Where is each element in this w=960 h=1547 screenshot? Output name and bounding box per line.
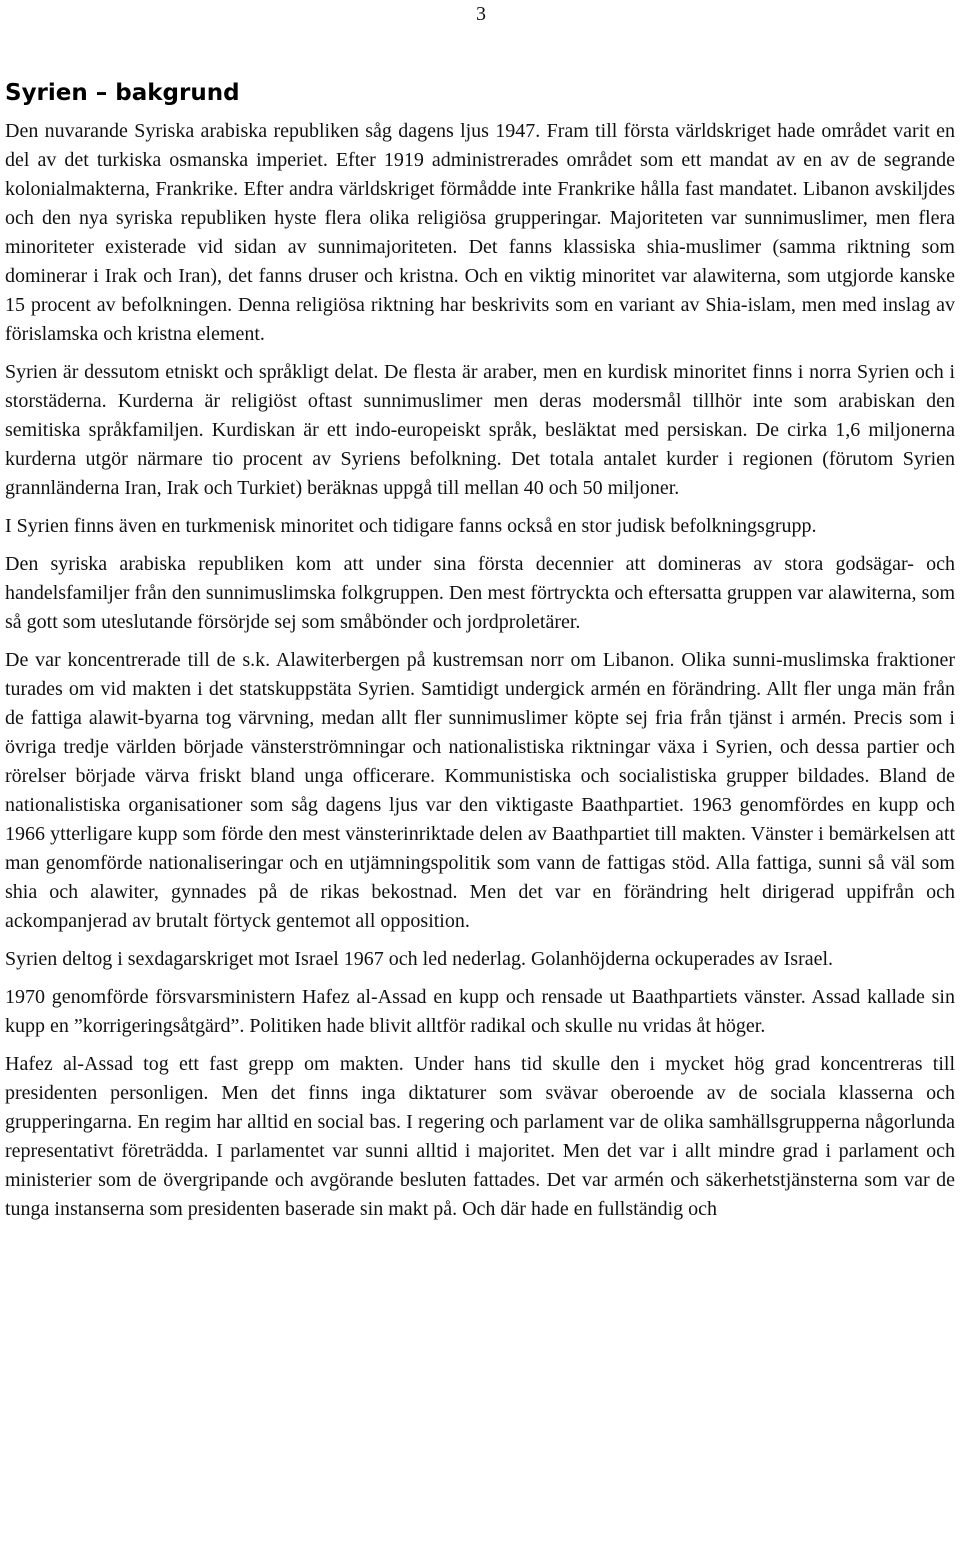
page-number: 3 bbox=[476, 3, 486, 25]
paragraph-5: De var koncentrerade till de s.k. Alawiterbergen på kustremsan norr om Libanon. Olika sunni-muslimska fraktioner turades om vid makten i det statskuppstäta Syrien. Samtidigt undergick armén en förändring. Allt fler unga män från de fattiga alawit-byarna tog värvning, medan allt fler sunnimuslimer köpte sej fria från tjänst i armén. Precis som i övriga tredje världen började vänsterströmningar och nationalistiska riktningar växa i Syrien, och dessa partier och rörelser började värva friskt bland unga officerare. Kommunistiska och socialistiska grupper bildades. Bland de nationalistiska organisationer som såg dagens ljus var den viktigaste Baathpartiet. 1963 genomfördes en kupp och 1966 ytterligare kupp som förde den mest vänsterinriktade delen av Baathpartiet till makten. Vänster i bemärkelsen att man genomförde nationaliseringar och en utjämningspolitik som vann de fattigas stöd. Alla fattiga, sunni så väl som shia och alawiter, gynnades på de rikas bekostnad. Men det var en förändring helt dirigerad uppifrån och ackompanjerad av brutalt förtyck gentemot all opposition. bbox=[5, 649, 955, 932]
paragraph-8: Hafez al-Assad tog ett fast grepp om makten. Under hans tid skulle den i mycket hög grad koncentreras till presidenten personligen. Men det finns inga diktaturer som svävar oberoende av de sociala klasserna och grupperingarna. En regim har alltid en social bas. I regering och parlament var de olika samhällsgrupperna någorlunda representativt företrädda. I parlamentet var sunni alltid i majoritet. Men det var i allt mindre grad i parlament och ministerier som de övergripande och avgörande besluten fattades. Det var armén och säkerhetstjänsterna som var de tunga instanserna som presidenten baserade sin makt på. Och där hade en fullständig och bbox=[5, 1053, 955, 1220]
paragraph-4: Den syriska arabiska republiken kom att under sina första decennier att domineras av stora godsägar- och handelsfamiljer från den sunnimuslimska folkgruppen. Den mest förtryckta och eftersatta gruppen var alawiterna, som så gott som uteslutande försörjde sej som småbönder och jordproletärer. bbox=[5, 553, 955, 633]
section-heading: Syrien – bakgrund bbox=[5, 80, 240, 106]
paragraph-3: I Syrien finns även en turkmenisk minoritet och tidigare fanns också en stor judisk befolkningsgrupp. bbox=[5, 515, 817, 537]
paragraph-7: 1970 genomförde försvarsministern Hafez al-Assad en kupp och rensade ut Baathpartiets vänster. Assad kallade sin kupp en ”korrigeringsåtgärd”. Politiken hade blivit alltför radikal och skulle nu vridas åt höger. bbox=[5, 986, 955, 1037]
paragraph-2: Syrien är dessutom etniskt och språkligt delat. De flesta är araber, men en kurdisk minoritet finns i norra Syrien och i storstäderna. Kurderna är religiöst oftast sunnimuslimer men deras modersmål tillhör inte som arabiskan den semitiska språkfamiljen. Kurdiskan är ett indo-europeiskt språk, besläktat med persiskan. De cirka 1,6 miljonerna kurderna utgör närmare tio procent av Syriens befolkning. Det totala antalet kurder i regionen (förutom Syrien grannländerna Iran, Irak och Turkiet) beräknas uppgå till mellan 40 och 50 miljoner. bbox=[5, 361, 955, 499]
paragraph-1: Den nuvarande Syriska arabiska republiken såg dagens ljus 1947. Fram till första världskriget hade området varit en del av det turkiska osmanska imperiet. Efter 1919 administrerades området som ett mandat av en av de segrande kolonialmakterna, Frankrike. Efter andra världskriget förmådde inte Frankrike hålla fast mandatet. Libanon avskiljdes och den nya syriska republiken hyste flera olika religiösa grupperingar. Majoriteten var sunnimuslimer, men flera minoriteter existerade vid sidan av sunnimajoriteten. Det fanns klassiska shia-muslimer (samma riktning som dominerar i Irak och Iran), det fanns druser och kristna. Och en viktig minoritet var alawiterna, som utgjorde kanske 15 procent av befolkningen. Denna religiösa riktning har beskrivits som en variant av Shia-islam, men med inslag av förislamska och kristna element. bbox=[5, 120, 955, 345]
body-text bbox=[5, 117, 955, 1233]
paragraph-6: Syrien deltog i sexdagarskriget mot Israel 1967 och led nederlag. Golanhöjderna ockuperades av Israel. bbox=[5, 948, 834, 970]
